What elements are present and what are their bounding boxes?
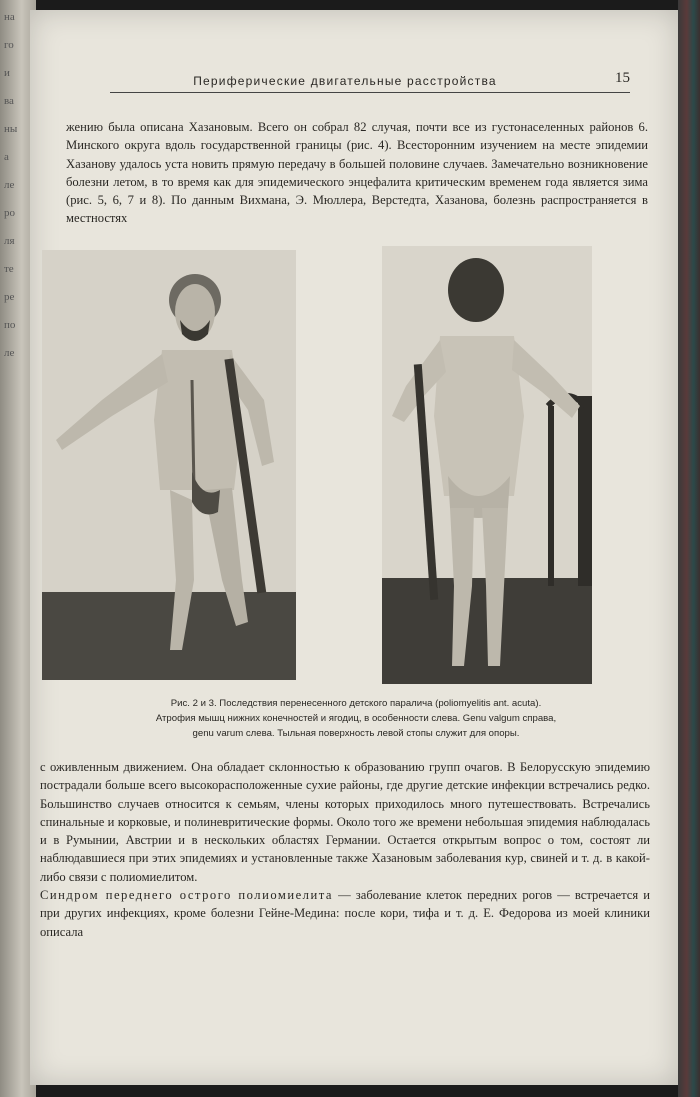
- left-page-fragment: на: [4, 11, 15, 23]
- left-page-fragment: те: [4, 263, 14, 275]
- left-page-fragment: а: [4, 151, 9, 163]
- left-page-fragment: по: [4, 319, 16, 331]
- page-number: 15: [615, 70, 630, 86]
- left-page-fragment: ны: [4, 123, 18, 135]
- paragraph-2: [40, 758, 650, 941]
- book-spine: [678, 0, 700, 1097]
- left-page-fragment: ва: [4, 95, 14, 107]
- syndrome-heading: Синдром переднего острого полиомиелита: [40, 888, 333, 903]
- left-page-fragment: го: [4, 39, 14, 51]
- paragraph-1: жению была описана Хазановым. Всего он собрал 82 случая, почти все из густонаселенных районов 6. Минского округа вдоль государственной границы (рис. 4). Всесторонним изучением на месте эпидемии Хазанову удалось уста новить прямую передачу в большей половине случаев. Замечательно возникновение болезни летом, в то время как для эпидемического энцефалита критическим временем года является зима (рис. 5, 6, 7 и 8). По данным Вихмана, Э. Мюллера, Верстедта, Хазанова, болезнь распространяется в местностях: [66, 120, 648, 226]
- left-page-fragment: и: [4, 67, 10, 79]
- page-header: [110, 68, 630, 93]
- left-page-fragment: ле: [4, 347, 15, 359]
- figure-2-photo: [42, 250, 296, 680]
- left-page-fragment: ля: [4, 235, 15, 247]
- figure-2-illustration: [42, 250, 296, 680]
- caption-line-2: Атрофия мышц нижних конечностей и ягодиц, в особенности слева. Genu valgum справа,: [155, 713, 557, 724]
- caption-line-1: Рис. 2 и 3. Последствия перенесенного детского паралича (poliomyelitis ant. acuta).: [170, 698, 542, 709]
- paragraph-2-continuation: — заболевание клеток передних рогов — встречается и при других инфекциях, кроме болезни Гейне-Медина: после кори, тифа и т. д. Е. Федорова из моей клиники описала: [40, 888, 650, 939]
- paragraph-2-text: с оживленным движением. Она обладает склонностью к образованию групп очагов. В Белорусскую эпидемию пострадали больше всего высокорасположенные сухие районы, где другие детские инфекции встречались редко. Большинство случаев относится к семьям, члены которых приходилось много путешествовать. Встречались спинальные и корковые, и полиневритические формы. Около того же времени небольшая эпидемия наблюдалась и в Румынии, Австрии и в нескольких областях Германии. Остается открытым вопрос о том, состоят ли наблюдавшиеся при этих эпидемиях и установленные также Хазановым заболевания кур, свиней и т. д. в какой-либо связи с полиомиелитом.: [40, 760, 650, 884]
- figure-3-photo: [382, 246, 592, 684]
- book-page: [30, 10, 678, 1085]
- running-title: Периферические двигательные расстройства: [193, 74, 497, 88]
- figure-3-illustration: [382, 246, 592, 684]
- left-page-fragment: ро: [4, 207, 15, 219]
- figure-caption: [66, 696, 646, 741]
- left-page-fragment: ле: [4, 179, 15, 191]
- caption-line-3: genu varum слева. Тыльная поверхность левой стопы служит для опоры.: [192, 728, 520, 739]
- left-page-fragment: ре: [4, 291, 15, 303]
